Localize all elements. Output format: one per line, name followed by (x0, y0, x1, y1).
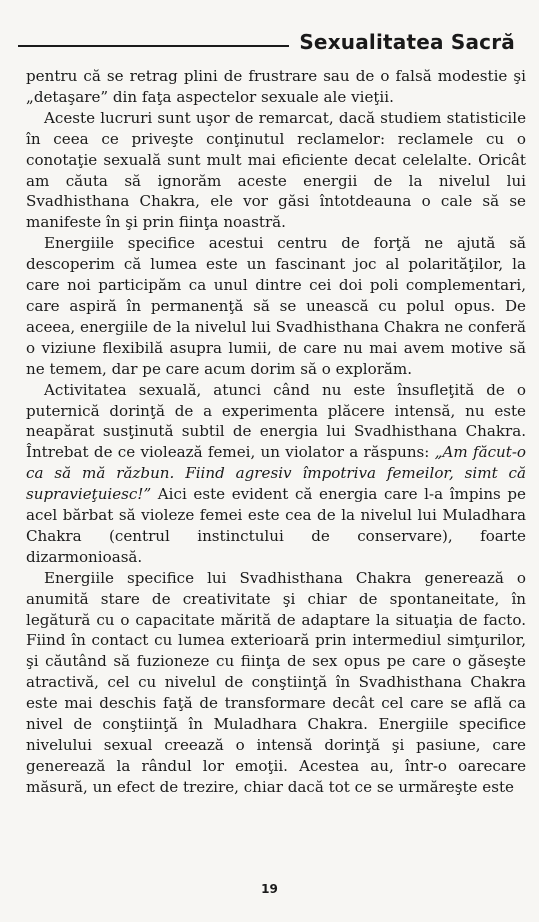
paragraph: Energiile specifice acestui centru de forţă ne ajută să descoperim că lumea este un fascinant joc al polarităţilor, la care noi participăm ca unul dintre cei doi poli complementari, care aspiră în permanenţă să se unească cu polul opus. De aceea, energiile de la nivelul lui Svadhisthana Chakra ne conferă o viziune flexibilă asupra lumii, de care nu mai avem motive să ne temem, dar pe care acum dorim să o explorăm. (26, 234, 526, 378)
body-text (26, 66, 526, 798)
paragraph: pentru că se retrag plini de frustrare sau de o falsă modestie şi „detaşare” din faţa aspectelor sexuale ale vieţii. (26, 67, 526, 106)
header-rule (18, 45, 289, 47)
paragraph: Aceste lucruri sunt uşor de remarcat, dacă studiem statisticile în ceea ce priveşte conţinutul reclamelor: reclamele cu o conotaţie sexuală sunt mult mai eficiente decat celelalte. Oricât am căuta să ignorăm aceste energii de la nivelul lui Svadhisthana Chakra, ele vor găsi întotdeauna o cale să se manifeste în şi prin fiinţa noastră. (26, 108, 526, 232)
page-number: 19 (261, 882, 278, 896)
header-title: Sexualitatea Sacră (299, 30, 515, 54)
paragraph (26, 380, 526, 568)
paragraph-text: Aici este evident că energia care l-a împins pe acel bărbat să violeze femei este cea de la nivelul lui Muladhara Chakra (centrul instinctului de conservare), foarte dizarmonioasă. (26, 485, 526, 566)
paragraph-text: Activitatea sexuală, atunci când nu este însufleţită de o puternică dorinţă de a experimenta plăcere intensă, nu este neapărat susţinută subtil de energia lui Svadhisthana Chakra. Întrebat de ce violează femei, un violator a răspuns: (26, 380, 526, 462)
quote-text: „Am făcut-o ca să mă răzbun. Fiind agresiv împotriva femeilor, simt că supravieţuiesc!” (26, 443, 527, 504)
paragraph: Energiile specifice lui Svadhisthana Chakra generează o anumită stare de creativitate şi chiar de spontaneitate, în legătură cu o capacitate mărită de adaptare la situaţia de facto. Fiind în contact cu lumea exterioară prin intermediul simţurilor, şi căutând să fuzioneze cu fiinţa de sex opus pe care o găseşte atractivă, cel cu nivelul de conştiinţă în Svadhisthana Chakra este mai deschis faţă de transformare decât cel care se află ca nivel de conştiinţă în Muladhara Chakra. Energiile specifice nivelului sexual creează o intensă dorinţă şi pasiune, care generează la rândul lor emoţii. Acestea au, într-o oarecare măsură, un efect de trezire, chiar dacă tot ce se urmăreşte este (26, 568, 526, 796)
running-header (18, 24, 515, 56)
